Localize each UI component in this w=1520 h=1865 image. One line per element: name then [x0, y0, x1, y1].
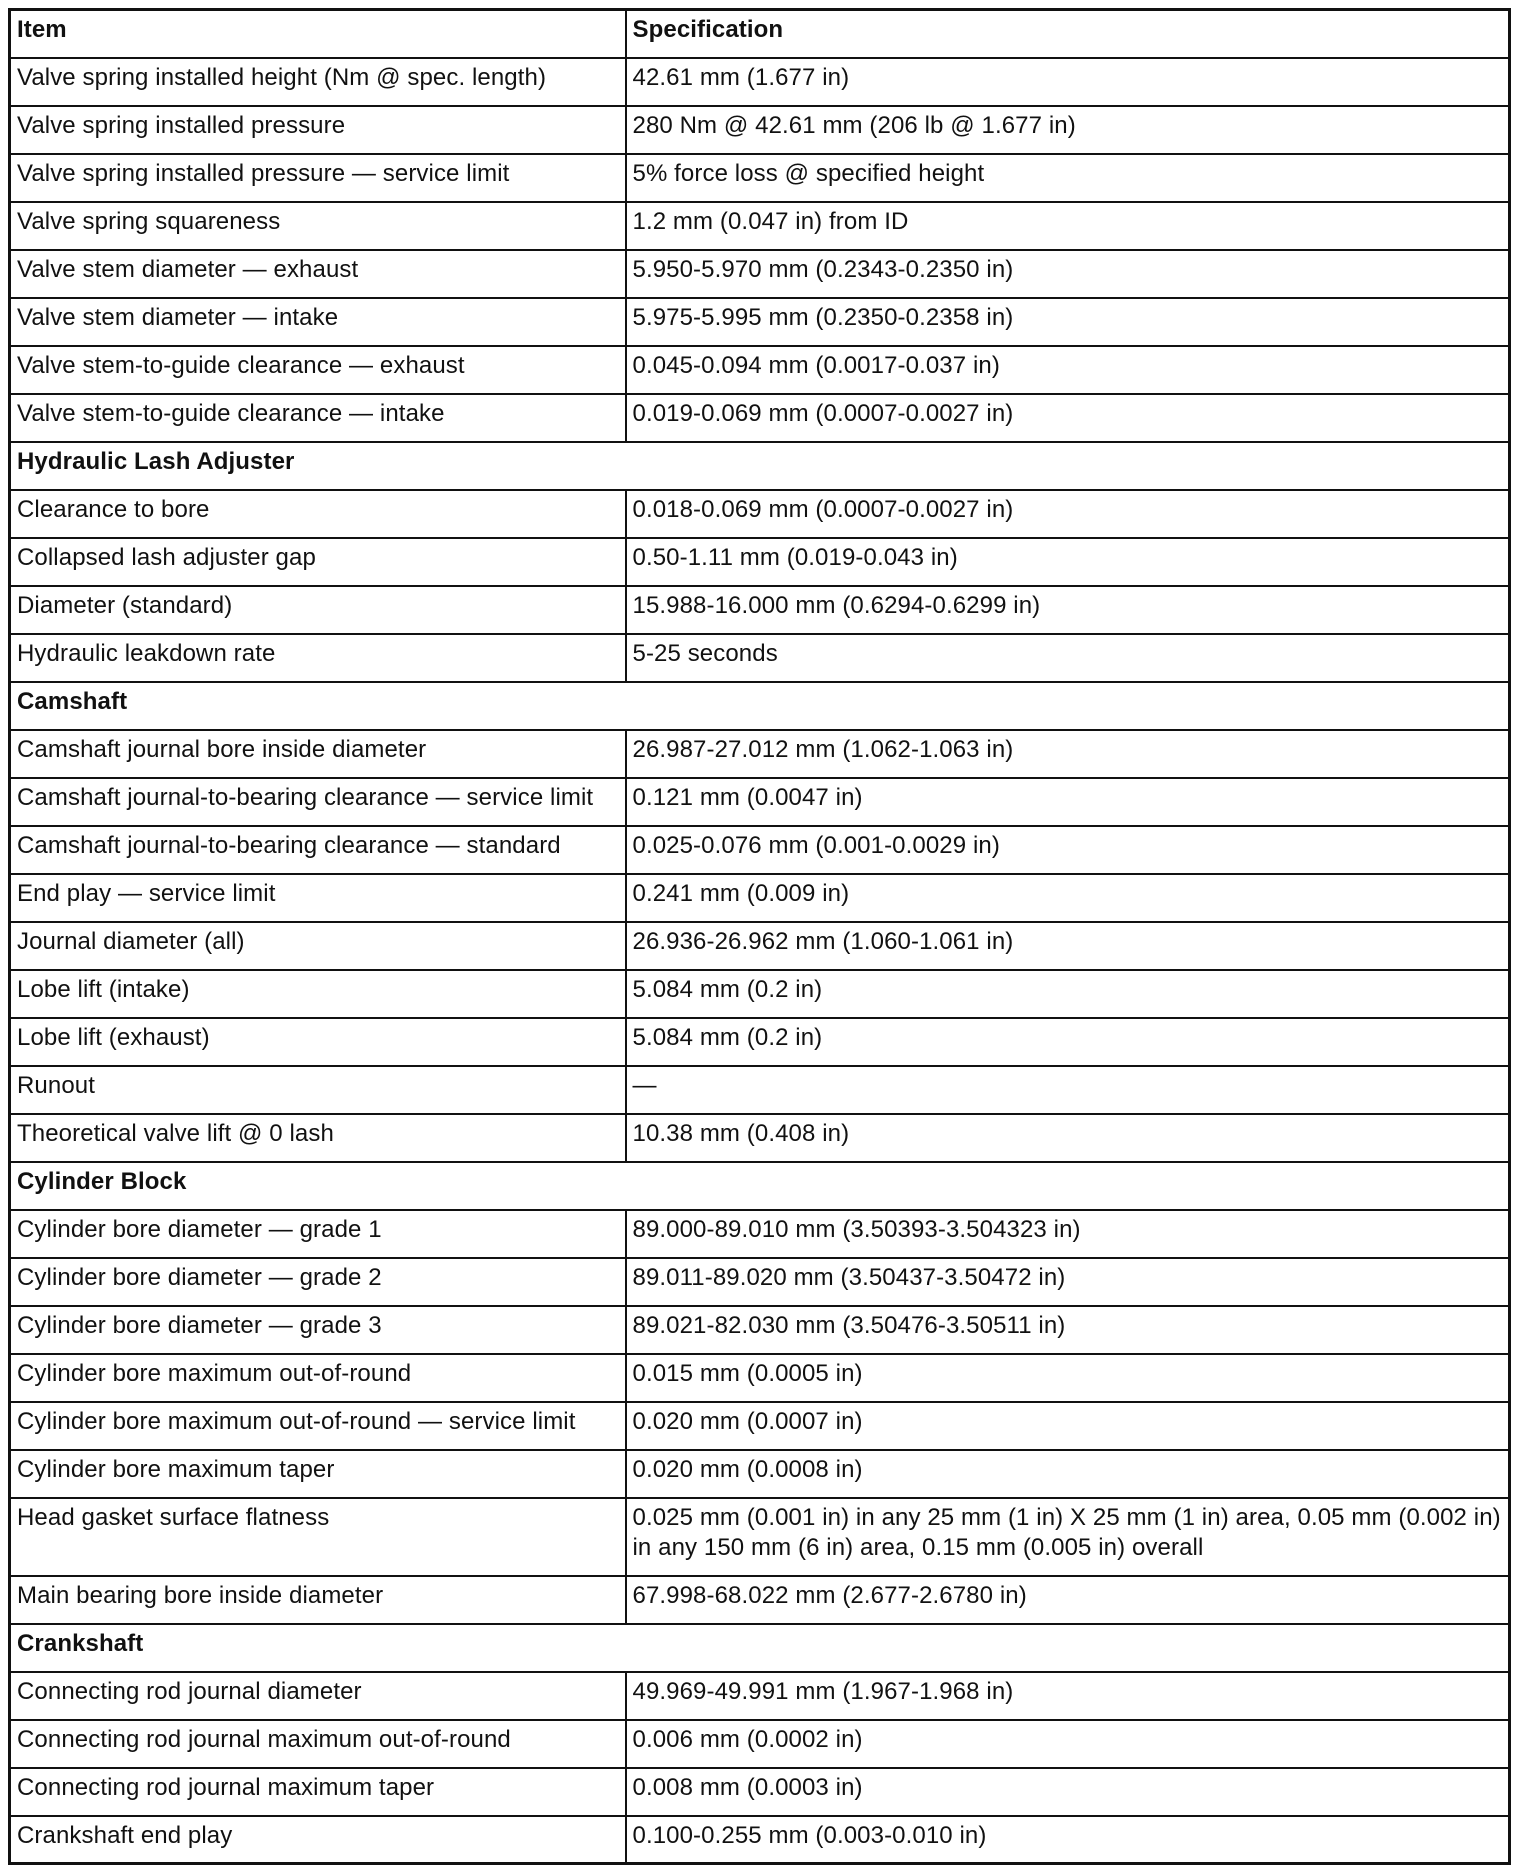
specification-cell: 0.020 mm (0.0008 in) [626, 1450, 1510, 1498]
section-title: Camshaft [10, 682, 1510, 730]
specification-cell: 0.100-0.255 mm (0.003-0.010 in) [626, 1816, 1510, 1864]
section-title: Cylinder Block [10, 1162, 1510, 1210]
item-cell: End play — service limit [10, 874, 626, 922]
item-cell: Cylinder bore maximum out-of-round — service limit [10, 1402, 626, 1450]
specification-cell: 10.38 mm (0.408 in) [626, 1114, 1510, 1162]
specification-cell: 0.241 mm (0.009 in) [626, 874, 1510, 922]
specification-cell: 89.011-89.020 mm (3.50437-3.50472 in) [626, 1258, 1510, 1306]
table-row [10, 586, 1510, 634]
table-row [10, 1210, 1510, 1258]
item-cell: Camshaft journal-to-bearing clearance — standard [10, 826, 626, 874]
table-row [10, 1306, 1510, 1354]
specification-cell: 67.998-68.022 mm (2.677-2.6780 in) [626, 1576, 1510, 1624]
table-row [10, 874, 1510, 922]
item-cell: Head gasket surface flatness [10, 1498, 626, 1576]
table-row [10, 1018, 1510, 1066]
column-header-item: Item [10, 10, 626, 58]
specification-cell: 89.000-89.010 mm (3.50393-3.504323 in) [626, 1210, 1510, 1258]
specification-cell: 0.045-0.094 mm (0.0017-0.037 in) [626, 346, 1510, 394]
specification-cell: 89.021-82.030 mm (3.50476-3.50511 in) [626, 1306, 1510, 1354]
section-title: Hydraulic Lash Adjuster [10, 442, 1510, 490]
specification-cell: 0.121 mm (0.0047 in) [626, 778, 1510, 826]
item-cell: Collapsed lash adjuster gap [10, 538, 626, 586]
table-row [10, 922, 1510, 970]
specification-cell: 5.975-5.995 mm (0.2350-0.2358 in) [626, 298, 1510, 346]
table-row [10, 58, 1510, 106]
table-row [10, 538, 1510, 586]
item-cell: Cylinder bore diameter — grade 3 [10, 1306, 626, 1354]
specification-cell: 280 Nm @ 42.61 mm (206 lb @ 1.677 in) [626, 106, 1510, 154]
specification-cell: 5.950-5.970 mm (0.2343-0.2350 in) [626, 250, 1510, 298]
section-header-row [10, 1162, 1510, 1210]
section-header-row [10, 442, 1510, 490]
table-row [10, 970, 1510, 1018]
item-cell: Lobe lift (intake) [10, 970, 626, 1018]
specification-cell: 0.50-1.11 mm (0.019-0.043 in) [626, 538, 1510, 586]
table-row [10, 490, 1510, 538]
item-cell: Diameter (standard) [10, 586, 626, 634]
table-row [10, 1114, 1510, 1162]
specification-cell: 5.084 mm (0.2 in) [626, 970, 1510, 1018]
item-cell: Cylinder bore maximum taper [10, 1450, 626, 1498]
item-cell: Connecting rod journal maximum out-of-round [10, 1720, 626, 1768]
item-cell: Cylinder bore maximum out-of-round [10, 1354, 626, 1402]
specification-cell: 0.020 mm (0.0007 in) [626, 1402, 1510, 1450]
specification-cell: 0.025-0.076 mm (0.001-0.0029 in) [626, 826, 1510, 874]
table-row [10, 634, 1510, 682]
table-body [10, 58, 1510, 1864]
item-cell: Camshaft journal-to-bearing clearance — service limit [10, 778, 626, 826]
item-cell: Valve spring installed pressure — service limit [10, 154, 626, 202]
specification-cell: 0.015 mm (0.0005 in) [626, 1354, 1510, 1402]
column-header-specification: Specification [626, 10, 1510, 58]
table-row [10, 154, 1510, 202]
specification-cell: 49.969-49.991 mm (1.967-1.968 in) [626, 1672, 1510, 1720]
table-row [10, 298, 1510, 346]
specification-cell: 0.019-0.069 mm (0.0007-0.0027 in) [626, 394, 1510, 442]
table-row [10, 202, 1510, 250]
table-row [10, 1720, 1510, 1768]
table-row [10, 1768, 1510, 1816]
item-cell: Main bearing bore inside diameter [10, 1576, 626, 1624]
section-header-row [10, 682, 1510, 730]
item-cell: Connecting rod journal maximum taper [10, 1768, 626, 1816]
table-row [10, 394, 1510, 442]
table-row [10, 1672, 1510, 1720]
specification-cell: 0.008 mm (0.0003 in) [626, 1768, 1510, 1816]
table-row [10, 1816, 1510, 1864]
item-cell: Cylinder bore diameter — grade 2 [10, 1258, 626, 1306]
table-row [10, 1450, 1510, 1498]
item-cell: Lobe lift (exhaust) [10, 1018, 626, 1066]
table-row [10, 1066, 1510, 1114]
item-cell: Valve stem diameter — intake [10, 298, 626, 346]
specification-cell: — [626, 1066, 1510, 1114]
specification-cell: 5.084 mm (0.2 in) [626, 1018, 1510, 1066]
table-row [10, 346, 1510, 394]
item-cell: Valve spring squareness [10, 202, 626, 250]
item-cell: Journal diameter (all) [10, 922, 626, 970]
item-cell: Valve stem-to-guide clearance — exhaust [10, 346, 626, 394]
item-cell: Valve spring installed height (Nm @ spec. length) [10, 58, 626, 106]
item-cell: Clearance to bore [10, 490, 626, 538]
table-row [10, 1354, 1510, 1402]
section-title: Crankshaft [10, 1624, 1510, 1672]
specification-cell: 0.006 mm (0.0002 in) [626, 1720, 1510, 1768]
item-cell: Crankshaft end play [10, 1816, 626, 1864]
specification-cell: 5-25 seconds [626, 634, 1510, 682]
table-row [10, 1402, 1510, 1450]
table-row [10, 1576, 1510, 1624]
item-cell: Cylinder bore diameter — grade 1 [10, 1210, 626, 1258]
specification-table [8, 8, 1511, 1865]
table-row [10, 778, 1510, 826]
table-header-row [10, 10, 1510, 58]
specification-cell: 1.2 mm (0.047 in) from ID [626, 202, 1510, 250]
specification-cell: 42.61 mm (1.677 in) [626, 58, 1510, 106]
specification-cell: 26.987-27.012 mm (1.062-1.063 in) [626, 730, 1510, 778]
specification-cell: 0.025 mm (0.001 in) in any 25 mm (1 in) X 25 mm (1 in) area, 0.05 mm (0.002 in) in any 150 mm (6 in) area, 0.15 mm (0.005 in) overall [626, 1498, 1510, 1576]
section-header-row [10, 1624, 1510, 1672]
table-row [10, 826, 1510, 874]
item-cell: Camshaft journal bore inside diameter [10, 730, 626, 778]
item-cell: Connecting rod journal diameter [10, 1672, 626, 1720]
specification-cell: 26.936-26.962 mm (1.060-1.061 in) [626, 922, 1510, 970]
item-cell: Runout [10, 1066, 626, 1114]
table-row [10, 250, 1510, 298]
item-cell: Valve spring installed pressure [10, 106, 626, 154]
item-cell: Valve stem diameter — exhaust [10, 250, 626, 298]
item-cell: Hydraulic leakdown rate [10, 634, 626, 682]
specification-cell: 5% force loss @ specified height [626, 154, 1510, 202]
item-cell: Theoretical valve lift @ 0 lash [10, 1114, 626, 1162]
table-row [10, 1498, 1510, 1576]
table-row [10, 1258, 1510, 1306]
table-row [10, 730, 1510, 778]
specification-cell: 0.018-0.069 mm (0.0007-0.0027 in) [626, 490, 1510, 538]
table-row [10, 106, 1510, 154]
item-cell: Valve stem-to-guide clearance — intake [10, 394, 626, 442]
specification-cell: 15.988-16.000 mm (0.6294-0.6299 in) [626, 586, 1510, 634]
